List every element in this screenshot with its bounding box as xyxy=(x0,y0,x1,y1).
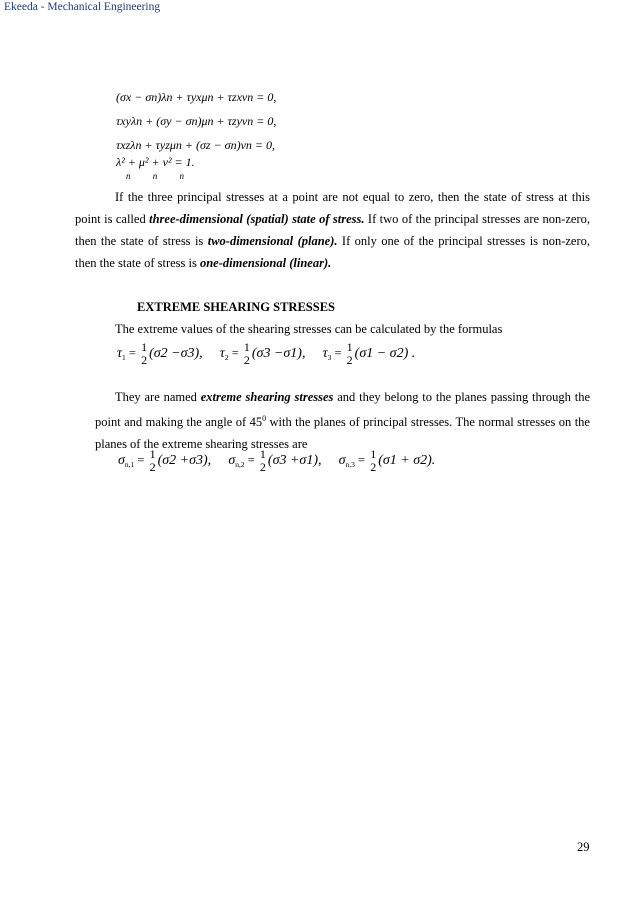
sigma-n2-formula: $\sigma_{n,2}$ = 1 2 (σ3 +σ1), xyxy=(228,447,322,474)
normal-stress-formulas xyxy=(118,448,449,482)
paragraph1-emph-b: two-dimensional (plane). xyxy=(207,234,338,248)
paragraph1-emph-c: one-dimensional (linear). xyxy=(199,256,332,270)
document-header: Ekeeda - Mechanical Engineering xyxy=(4,1,161,13)
paragraph1-text-b: If two of the principal stresses are non-zero, then the state of stress is xyxy=(75,212,590,248)
equation-line-4: λ² + μ² + ν² = 1. xyxy=(116,155,195,169)
paragraph1-text-c: If only one of the principal stresses is non-zero, then the state of stress is xyxy=(75,234,591,270)
paragraph-state-of-stress xyxy=(75,186,590,274)
paragraph2-emph-a: extreme shearing stresses xyxy=(200,390,334,404)
tau-2-formula: $\tau_2$ = 1 2 (σ3 −σ1), xyxy=(219,340,306,367)
equation-line-3: τxzλn + τyzμn + (σz − σn)νn = 0, xyxy=(116,138,276,152)
tau-1-formula: $\tau_1$ = 1 2 (σ2 −σ3), xyxy=(117,340,203,367)
paragraph2-text-b: and they belong to the planes passing through the point and making the angle of 45 xyxy=(95,390,591,430)
page-number: 29 xyxy=(577,840,590,854)
equation-line-1: (σx − σn)λn + τyxμn + τzxνn = 0, xyxy=(116,90,277,104)
paragraph2-text-c: with the planes of principal stresses. The normal stresses on the planes of the extreme shearing stresses are xyxy=(95,415,590,452)
shear-stress-formulas xyxy=(117,341,429,375)
paragraph2-text-a: They are named xyxy=(115,390,201,404)
equation-line-2: τxyλn + (σy − σn)μn + τzyνn = 0, xyxy=(116,114,277,128)
degree-superscript: 0 xyxy=(262,414,267,423)
paragraph1-text-a: If the three principal stresses at a point are not equal to zero, then the state of stress at this point is called xyxy=(75,190,590,226)
sigma-n3-formula: $\sigma_{n,3}$ = 1 2 (σ1 + σ2). xyxy=(338,447,436,474)
paragraph1-emph-a: three-dimensional (spatial) state of stress. xyxy=(149,212,365,226)
tau-3-formula: $\tau_3$ = 1 2 (σ1 − σ2) . xyxy=(322,340,416,367)
section-heading: EXTREME SHEARING STRESSES xyxy=(137,300,335,314)
section-intro: The extreme values of the shearing stresses can be calculated by the formulas xyxy=(115,322,503,336)
sigma-n1-formula: $\sigma_{n,1}$ = 1 2 (σ2 +σ3), xyxy=(118,447,212,474)
equation-line-4-subscripts: n n n xyxy=(126,171,184,181)
paragraph-extreme-shearing xyxy=(95,386,590,455)
